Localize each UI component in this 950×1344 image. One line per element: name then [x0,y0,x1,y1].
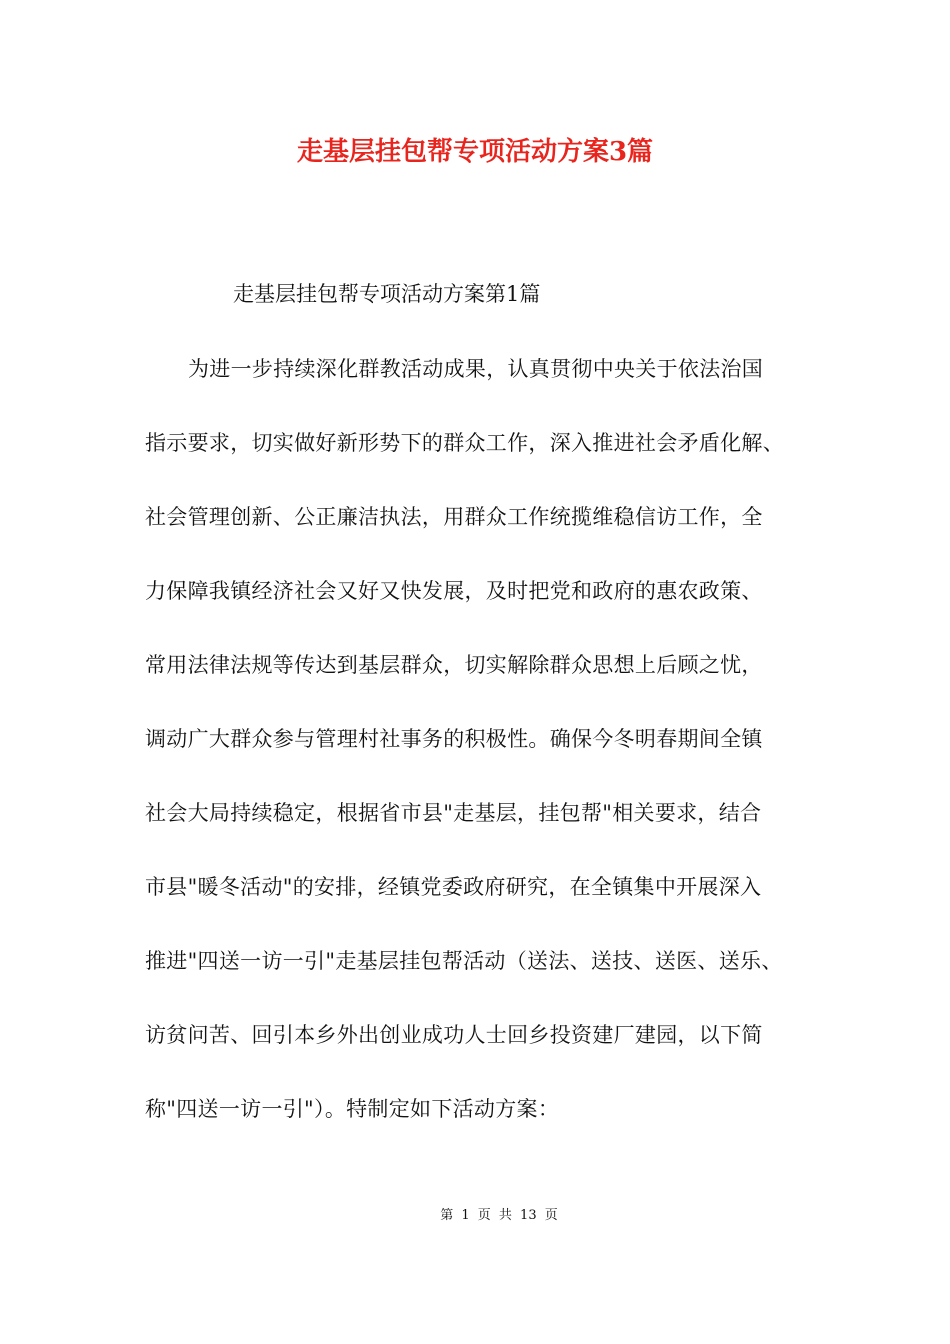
page-number-footer: 第 1 页 共 13 页 [440,1208,558,1223]
paragraph-line: 称"四送一访一引"）。特制定如下活动方案： [145,1097,560,1121]
paragraph-line: 推进"四送一访一引"走基层挂包帮活动（送法、送技、送医、送乐、 [145,949,783,973]
paragraph-line: 社会大局持续稳定，根据省市县"走基层，挂包帮"相关要求，结合 [145,801,762,825]
paragraph-line: 常用法律法规等传达到基层群众，切实解除群众思想上后顾之忧， [145,653,763,677]
section-heading: 走基层挂包帮专项活动方案第1篇 [233,282,541,306]
paragraph-line: 调动广大群众参与管理村社事务的积极性。确保今冬明春期间全镇 [145,727,763,751]
paragraph-line: 社会管理创新、公正廉洁执法，用群众工作统揽维稳信访工作，全 [145,505,763,529]
document-title: 走基层挂包帮专项活动方案3篇 [296,137,654,167]
paragraph-line: 市县"暖冬活动"的安排，经镇党委政府研究，在全镇集中开展深入 [145,875,762,899]
paragraph-body [145,349,815,1163]
paragraph-line: 力保障我镇经济社会又好又快发展，及时把党和政府的惠农政策、 [145,579,763,603]
paragraph-line: 指示要求，切实做好新形势下的群众工作，深入推进社会矛盾化解、 [145,431,784,455]
paragraph-line: 为进一步持续深化群教活动成果，认真贯彻中央关于依法治国 [188,357,764,381]
paragraph-line: 访贫问苦、回引本乡外出创业成功人士回乡投资建厂建园，以下简 [145,1023,763,1047]
